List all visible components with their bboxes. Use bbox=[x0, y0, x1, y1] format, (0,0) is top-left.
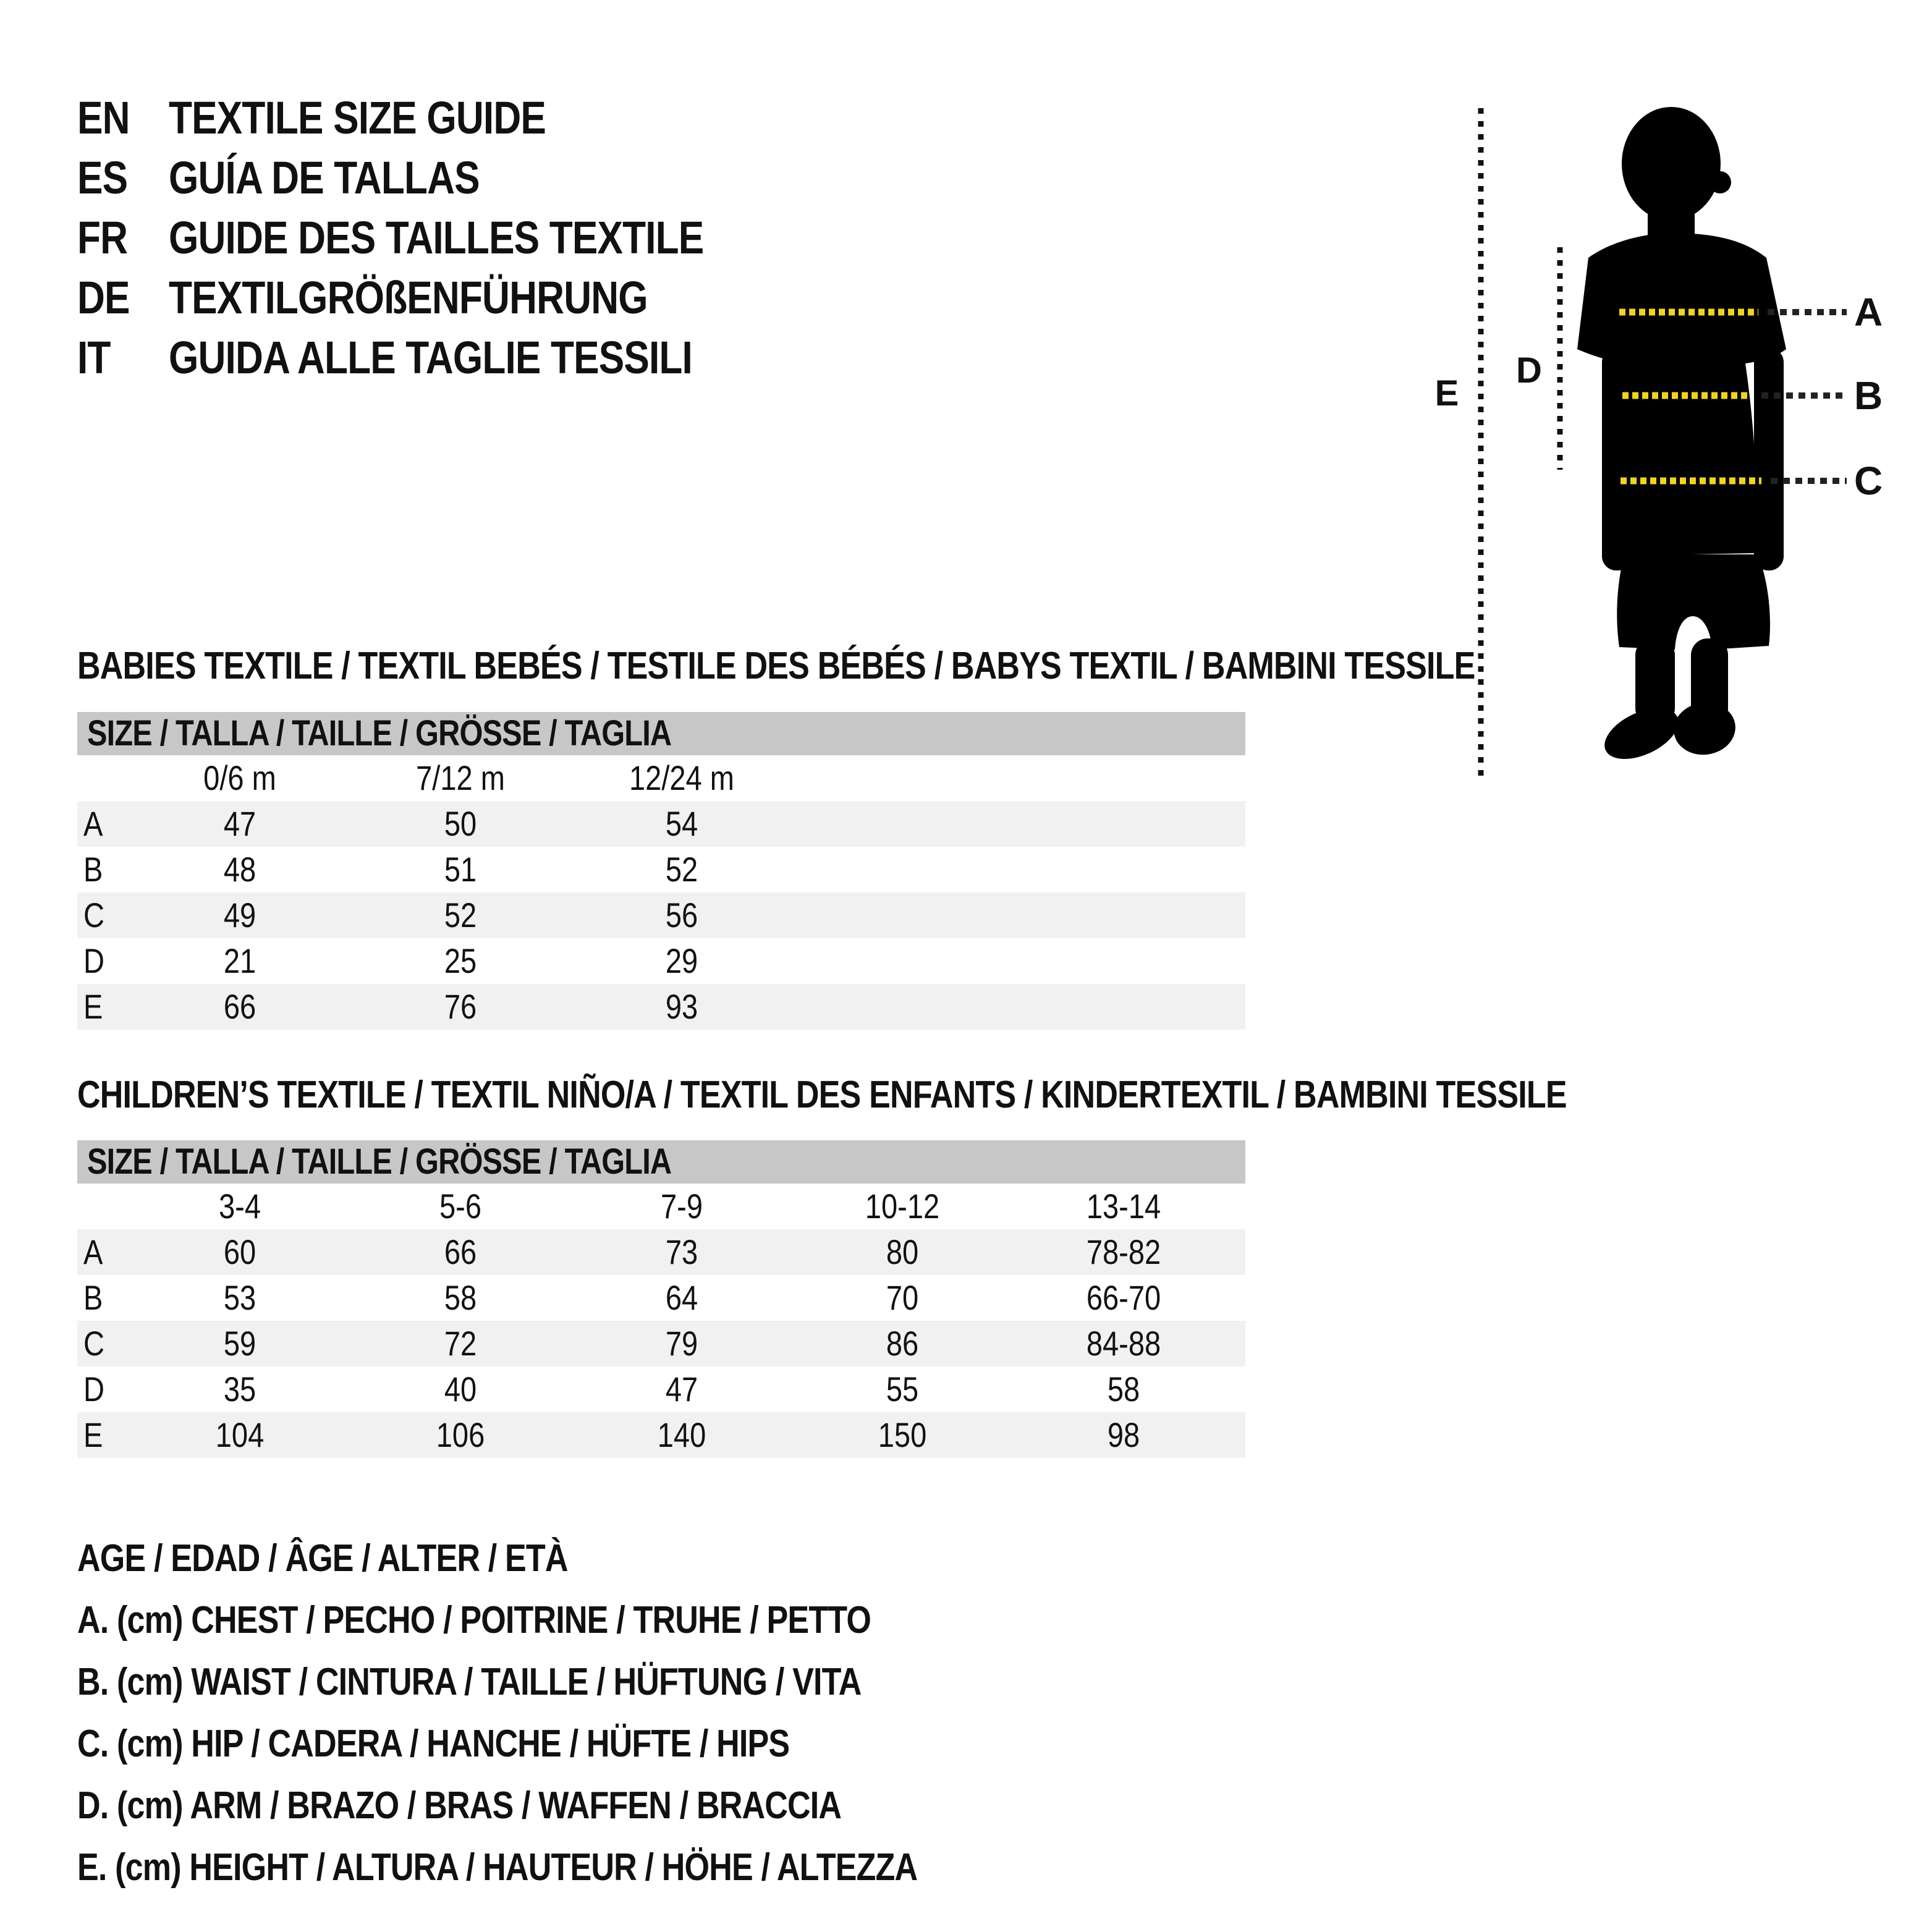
table-row bbox=[77, 1275, 1245, 1321]
column-header: 5-6 bbox=[439, 1187, 481, 1226]
size-value: 50 bbox=[444, 804, 477, 843]
measure-label-d: D bbox=[1516, 350, 1542, 391]
language-row bbox=[77, 148, 805, 208]
table-row bbox=[77, 938, 1245, 984]
language-row bbox=[77, 268, 805, 328]
size-header-bar bbox=[77, 1140, 1245, 1184]
children-section-title bbox=[77, 1070, 1850, 1120]
size-value: 66-70 bbox=[1086, 1278, 1161, 1317]
size-value: 51 bbox=[444, 850, 477, 889]
size-value: 140 bbox=[657, 1415, 706, 1454]
size-value: 54 bbox=[665, 804, 698, 843]
table-row bbox=[77, 1321, 1245, 1366]
row-label: A bbox=[83, 1232, 103, 1271]
language-code: DE bbox=[77, 272, 130, 323]
silhouette-ear bbox=[1709, 171, 1731, 193]
size-value: 25 bbox=[444, 941, 477, 980]
children-section-title-text: CHILDREN’S TEXTILE / TEXTIL NIÑO/A / TEXTIL DES ENFANTS / KINDERTEXTIL / BAMBINI TESSILE bbox=[77, 1074, 1567, 1116]
size-value: 106 bbox=[436, 1415, 485, 1454]
language-row bbox=[77, 328, 805, 388]
babies-section-title bbox=[77, 642, 1741, 691]
silhouette-left-shoe bbox=[1597, 698, 1687, 769]
size-value: 47 bbox=[665, 1370, 698, 1409]
silhouette-head bbox=[1622, 107, 1721, 221]
legend-line: B. (cm) WAIST / CINTURA / TAILLE / HÜFTUNG / VITA bbox=[77, 1661, 862, 1703]
language-row bbox=[77, 88, 805, 148]
language-code: ES bbox=[77, 152, 128, 203]
size-value: 73 bbox=[665, 1232, 698, 1271]
size-value: 64 bbox=[665, 1278, 698, 1317]
size-value: 53 bbox=[223, 1278, 256, 1317]
legend-line: A. (cm) CHEST / PECHO / POITRINE / TRUHE / PETTO bbox=[77, 1599, 871, 1642]
size-value: 52 bbox=[444, 896, 477, 934]
size-value: 60 bbox=[223, 1232, 256, 1271]
column-header: 12/24 m bbox=[629, 758, 734, 797]
column-header: 13-14 bbox=[1086, 1187, 1161, 1226]
size-header-label: SIZE / TALLA / TAILLE / GRÖSSE / TAGLIA bbox=[87, 713, 672, 753]
column-header: 7/12 m bbox=[416, 758, 505, 797]
table-row bbox=[77, 801, 1245, 847]
table-row bbox=[77, 984, 1245, 1030]
size-value: 58 bbox=[444, 1278, 477, 1317]
row-label: B bbox=[83, 1278, 103, 1317]
measure-label-e: E bbox=[1434, 373, 1459, 413]
size-value: 29 bbox=[665, 941, 698, 980]
size-value: 55 bbox=[886, 1370, 919, 1409]
size-value: 52 bbox=[665, 850, 698, 889]
column-header: 7-9 bbox=[661, 1187, 703, 1226]
silhouette-neck bbox=[1648, 200, 1695, 252]
legend bbox=[77, 1528, 1077, 1899]
language-row bbox=[77, 208, 805, 268]
legend-line: D. (cm) ARM / BRAZO / BRAS / WAFFEN / BRACCIA bbox=[77, 1784, 842, 1827]
size-value: 84-88 bbox=[1086, 1324, 1161, 1363]
size-value: 72 bbox=[444, 1324, 477, 1363]
table-body bbox=[77, 801, 1245, 1030]
size-value: 47 bbox=[223, 804, 256, 843]
size-value: 49 bbox=[223, 896, 256, 934]
column-header: 3-4 bbox=[219, 1187, 261, 1226]
babies-section-title-text: BABIES TEXTILE / TEXTIL BEBÉS / TESTILE DES BÉBÉS / BABYS TEXTIL / BAMBINI TESSILE bbox=[77, 645, 1475, 687]
language-title: GUÍA DE TALLAS bbox=[169, 152, 480, 203]
size-value: 66 bbox=[444, 1232, 477, 1271]
measure-label-a: A bbox=[1854, 290, 1883, 334]
language-title: GUIDA ALLE TAGLIE TESSILI bbox=[169, 332, 692, 383]
size-value: 150 bbox=[878, 1415, 927, 1454]
row-label: C bbox=[83, 896, 104, 934]
babies-table bbox=[77, 712, 1245, 1030]
size-value: 98 bbox=[1107, 1415, 1140, 1454]
column-header-row bbox=[77, 1184, 1245, 1229]
column-header: 0/6 m bbox=[203, 758, 276, 797]
size-value: 70 bbox=[886, 1278, 919, 1317]
row-label: E bbox=[83, 987, 103, 1026]
language-title: TEXTILE SIZE GUIDE bbox=[169, 92, 546, 143]
row-label: D bbox=[83, 1370, 104, 1409]
language-code: FR bbox=[77, 212, 128, 263]
measurement-lines bbox=[1421, 87, 1932, 816]
table-row bbox=[77, 1229, 1245, 1275]
size-value: 93 bbox=[665, 987, 698, 1026]
size-header-bar bbox=[77, 712, 1245, 755]
legend-line: E. (cm) HEIGHT / ALTURA / HAUTEUR / HÖHE / ALTEZZA bbox=[77, 1846, 918, 1889]
silhouette-right-shoe bbox=[1671, 698, 1739, 758]
size-value: 104 bbox=[215, 1415, 265, 1454]
legend-line: C. (cm) HIP / CADERA / HANCHE / HÜFTE / HIPS bbox=[77, 1722, 790, 1765]
table-row bbox=[77, 892, 1245, 938]
measure-label-c: C bbox=[1854, 459, 1883, 503]
silhouette-right-arm bbox=[1754, 348, 1784, 570]
size-value: 58 bbox=[1107, 1370, 1140, 1409]
size-value: 59 bbox=[223, 1324, 256, 1363]
column-header-row bbox=[77, 755, 1245, 801]
size-value: 79 bbox=[665, 1324, 698, 1363]
silhouette-shorts bbox=[1617, 554, 1770, 650]
size-header-label: SIZE / TALLA / TAILLE / GRÖSSE / TAGLIA bbox=[87, 1142, 672, 1182]
measure-label-b: B bbox=[1854, 373, 1883, 418]
language-code: IT bbox=[77, 332, 111, 383]
row-label: A bbox=[83, 804, 103, 843]
silhouette-left-arm bbox=[1602, 348, 1632, 570]
row-label: D bbox=[83, 941, 104, 980]
size-value: 76 bbox=[444, 987, 477, 1026]
legend-line: AGE / EDAD / ÂGE / ALTER / ETÀ bbox=[77, 1537, 568, 1580]
size-value: 40 bbox=[444, 1370, 477, 1409]
size-value: 86 bbox=[886, 1324, 919, 1363]
table-row bbox=[77, 847, 1245, 892]
row-label: B bbox=[83, 850, 103, 889]
silhouette-shirt bbox=[1577, 233, 1786, 556]
language-title: GUIDE DES TAILLES TEXTILE bbox=[169, 212, 704, 263]
size-value: 80 bbox=[886, 1232, 919, 1271]
language-code: EN bbox=[77, 92, 130, 143]
size-value: 21 bbox=[223, 941, 256, 980]
table-row bbox=[77, 1412, 1245, 1458]
size-value: 48 bbox=[223, 850, 256, 889]
size-value: 66 bbox=[223, 987, 256, 1026]
size-value: 35 bbox=[223, 1370, 256, 1409]
row-label: E bbox=[83, 1415, 103, 1454]
row-label: C bbox=[83, 1324, 104, 1363]
child-silhouette-graphic bbox=[1570, 102, 1817, 813]
language-list bbox=[77, 88, 805, 388]
size-value: 78-82 bbox=[1086, 1232, 1161, 1271]
column-header: 10-12 bbox=[865, 1187, 940, 1226]
table-row bbox=[77, 1366, 1245, 1412]
table-body bbox=[77, 1229, 1245, 1458]
size-value: 56 bbox=[665, 896, 698, 934]
children-table bbox=[77, 1140, 1245, 1458]
language-title: TEXTILGRÖßENFÜHRUNG bbox=[169, 272, 648, 323]
